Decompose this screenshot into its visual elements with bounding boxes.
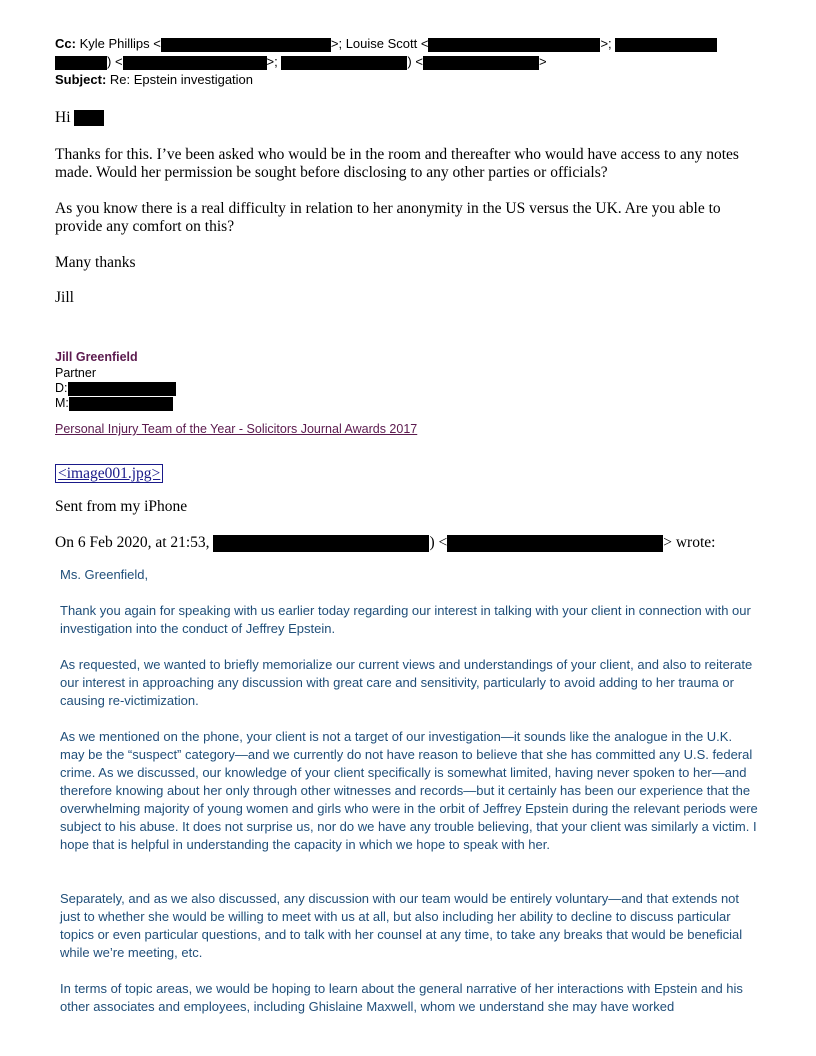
quoted-paragraph-5: In terms of topic areas, we would be hoping to learn about the general narrative of her interactions with Epstein and his other associates and employees, including Ghislaine Maxwell, whom we understand she may have worked xyxy=(60,981,743,1014)
redaction xyxy=(281,56,407,70)
quoted-header xyxy=(55,534,715,552)
quoted-paragraph-2: As requested, we wanted to briefly memorialize our current views and understandings of your client, and also to reiterate our interest in approaching any discussion with great care and sensitivity, particularly to avoid adding to her trauma or causing re-victimization. xyxy=(60,657,753,708)
redaction xyxy=(428,38,600,52)
subject-line xyxy=(55,72,253,88)
redaction xyxy=(161,38,331,52)
award-link[interactable]: Personal Injury Team of the Year - Solicitors Journal Awards 2017 xyxy=(55,422,418,436)
redaction xyxy=(447,535,663,552)
quoted-salutation: Ms. Greenfield, xyxy=(60,567,149,582)
reply-signoff: Jill xyxy=(55,289,74,306)
signature-mobile xyxy=(55,396,173,411)
greeting xyxy=(55,109,104,127)
cc-text: > xyxy=(538,54,547,69)
signature-title: Partner xyxy=(55,366,96,380)
cc-text: >; xyxy=(266,54,278,69)
cc-label: Cc: xyxy=(55,36,76,51)
cc-line-2 xyxy=(55,54,547,70)
image-attachment-link[interactable]: <image001.jpg> xyxy=(55,464,163,483)
redaction xyxy=(74,110,104,126)
cc-name-louise: >; Louise Scott < xyxy=(330,36,429,51)
redaction xyxy=(423,56,539,70)
quoted-paragraph-4: Separately, and as we also discussed, any discussion with our team would be entirely voluntary—and that extends not just to whether she would be willing to meet with us at all, but also including her ability to decline to discuss particular topics or even particular questions, and to talk with her counsel at any time, to take any breaks that would be beneficial while we’re meeting, etc. xyxy=(60,891,743,960)
mobile-label: M: xyxy=(55,396,69,410)
reply-closing: Many thanks xyxy=(55,254,136,271)
quoted-paragraph-1: Thank you again for speaking with us earlier today regarding our interest in talking with your client in connection with our investigation into the conduct of Jeffrey Epstein. xyxy=(60,603,751,636)
signature-name: Jill Greenfield xyxy=(55,350,138,364)
cc-text: ) < xyxy=(407,54,423,69)
subject-value: Re: Epstein investigation xyxy=(109,72,254,87)
quoted-sep: ) < xyxy=(429,534,448,551)
redaction xyxy=(123,56,267,70)
redaction xyxy=(69,397,173,411)
reply-paragraph-1: Thanks for this. I’ve been asked who would be in the room and thereafter who would have access to any notes made. Would her permission be sought before disclosing to any other parties or officials? xyxy=(55,146,739,181)
redaction xyxy=(55,56,107,70)
subject-label: Subject: xyxy=(55,72,107,87)
quoted-wrote: > wrote: xyxy=(663,534,716,551)
cc-line-1 xyxy=(55,36,717,52)
sent-from: Sent from my iPhone xyxy=(55,498,188,515)
cc-name-kyle: Kyle Phillips < xyxy=(79,36,161,51)
redaction xyxy=(68,382,176,396)
cc-text: ) < xyxy=(107,54,123,69)
redaction xyxy=(213,535,429,552)
direct-label: D: xyxy=(55,381,68,395)
cc-separator: >; xyxy=(600,36,612,51)
signature-direct xyxy=(55,381,176,396)
greeting-text: Hi xyxy=(55,109,71,126)
redaction xyxy=(615,38,717,52)
reply-paragraph-2: As you know there is a real difficulty in relation to her anonymity in the US versus the UK. Are you able to provide any comfort on this? xyxy=(55,200,721,235)
quoted-paragraph-3: As we mentioned on the phone, your client is not a target of our investigation—it sounds like the analogue in the U.K. may be the “suspect” category—and we currently do not have reason to believe that she has committed any U.S. federal crime. As we discussed, our knowledge of your client specifically is somewhat limited, having never spoken to her—and therefore knowing about her only through other witnesses and records—but it certainly has been our experience that the overwhelming majority of young women and girls who were in the orbit of Jeffrey Epstein during the relevant periods were subject to his abuse. It does not surprise us, nor do we have any trouble believing, that your client was similarly a victim. I hope that is helpful in understanding the capacity in which we hope to speak with her. xyxy=(60,729,758,852)
quoted-date: On 6 Feb 2020, at 21:53, xyxy=(55,534,210,551)
